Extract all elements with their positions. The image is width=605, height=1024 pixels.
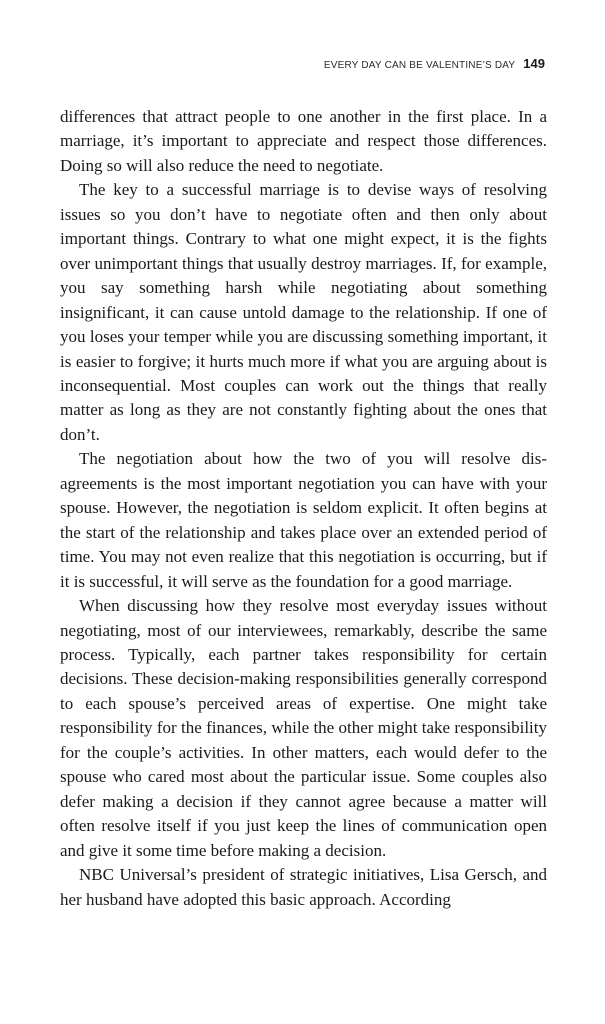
- paragraph-everyday-issues: When discussing how they resolve most everyday issues without negotiating, most of our interviewees, remarkably, describe the same process. Typically, each partner takes responsibility for certain decisions. These decision-making responsibilities generally correspond to each spouse’s perceived areas of expertise. One might take responsibility for the finances, while the other might take responsibility for the couple’s activities. In other matters, each would defer to the spouse who cared most about the particular issue. Some couples also defer making a decision if they cannot agree because a matter will often resolve itself if you just keep the lines of communication open and give it some time before making a decision.: [60, 596, 547, 860]
- paragraph-continued: differences that attract people to one another in the first place. In a marriage, it’s important to appreciate and respect those differences. Doing so will also reduce the need to negotiate.: [60, 107, 547, 175]
- body-text: [60, 105, 547, 912]
- running-title: EVERY DAY CAN BE VALENTINE’S DAY: [323, 60, 516, 71]
- paragraph-key-to-marriage: The key to a successful marriage is to devise ways of resolving issues so you don’t have to negotiate often and then only about important things. Contrary to what one might expect, it is the fights over unimportant things that usually destroy marriages. If, for example, you say something harsh while negotiating about something insignificant, it can cause untold damage to the relationship. If one of you loses your temper while you are discussing something important, it is easier to forgive; it hurts much more if what you are arguing about is inconsequential. Most couples can work out the things that really matter as long as they are not constantly fighting about the ones that don’t.: [60, 180, 547, 444]
- running-head: [324, 56, 545, 71]
- paragraph-negotiation: The negotiation about how the two of you will resolve disagreements is the most important negotiation you can have with your spouse. However, the negotiation is seldom explicit. It often begins at the start of the relationship and takes place over an extended period of time. You may not even realize that this negotiation is occurring, but if it is successful, it will serve as the foundation for a good marriage.: [60, 449, 547, 591]
- page-number: 149: [523, 56, 545, 71]
- paragraph-nbc-universal: NBC Universal’s president of strategic initiatives, Lisa Gersch, and her husband have adopted this basic approach. According: [60, 865, 547, 909]
